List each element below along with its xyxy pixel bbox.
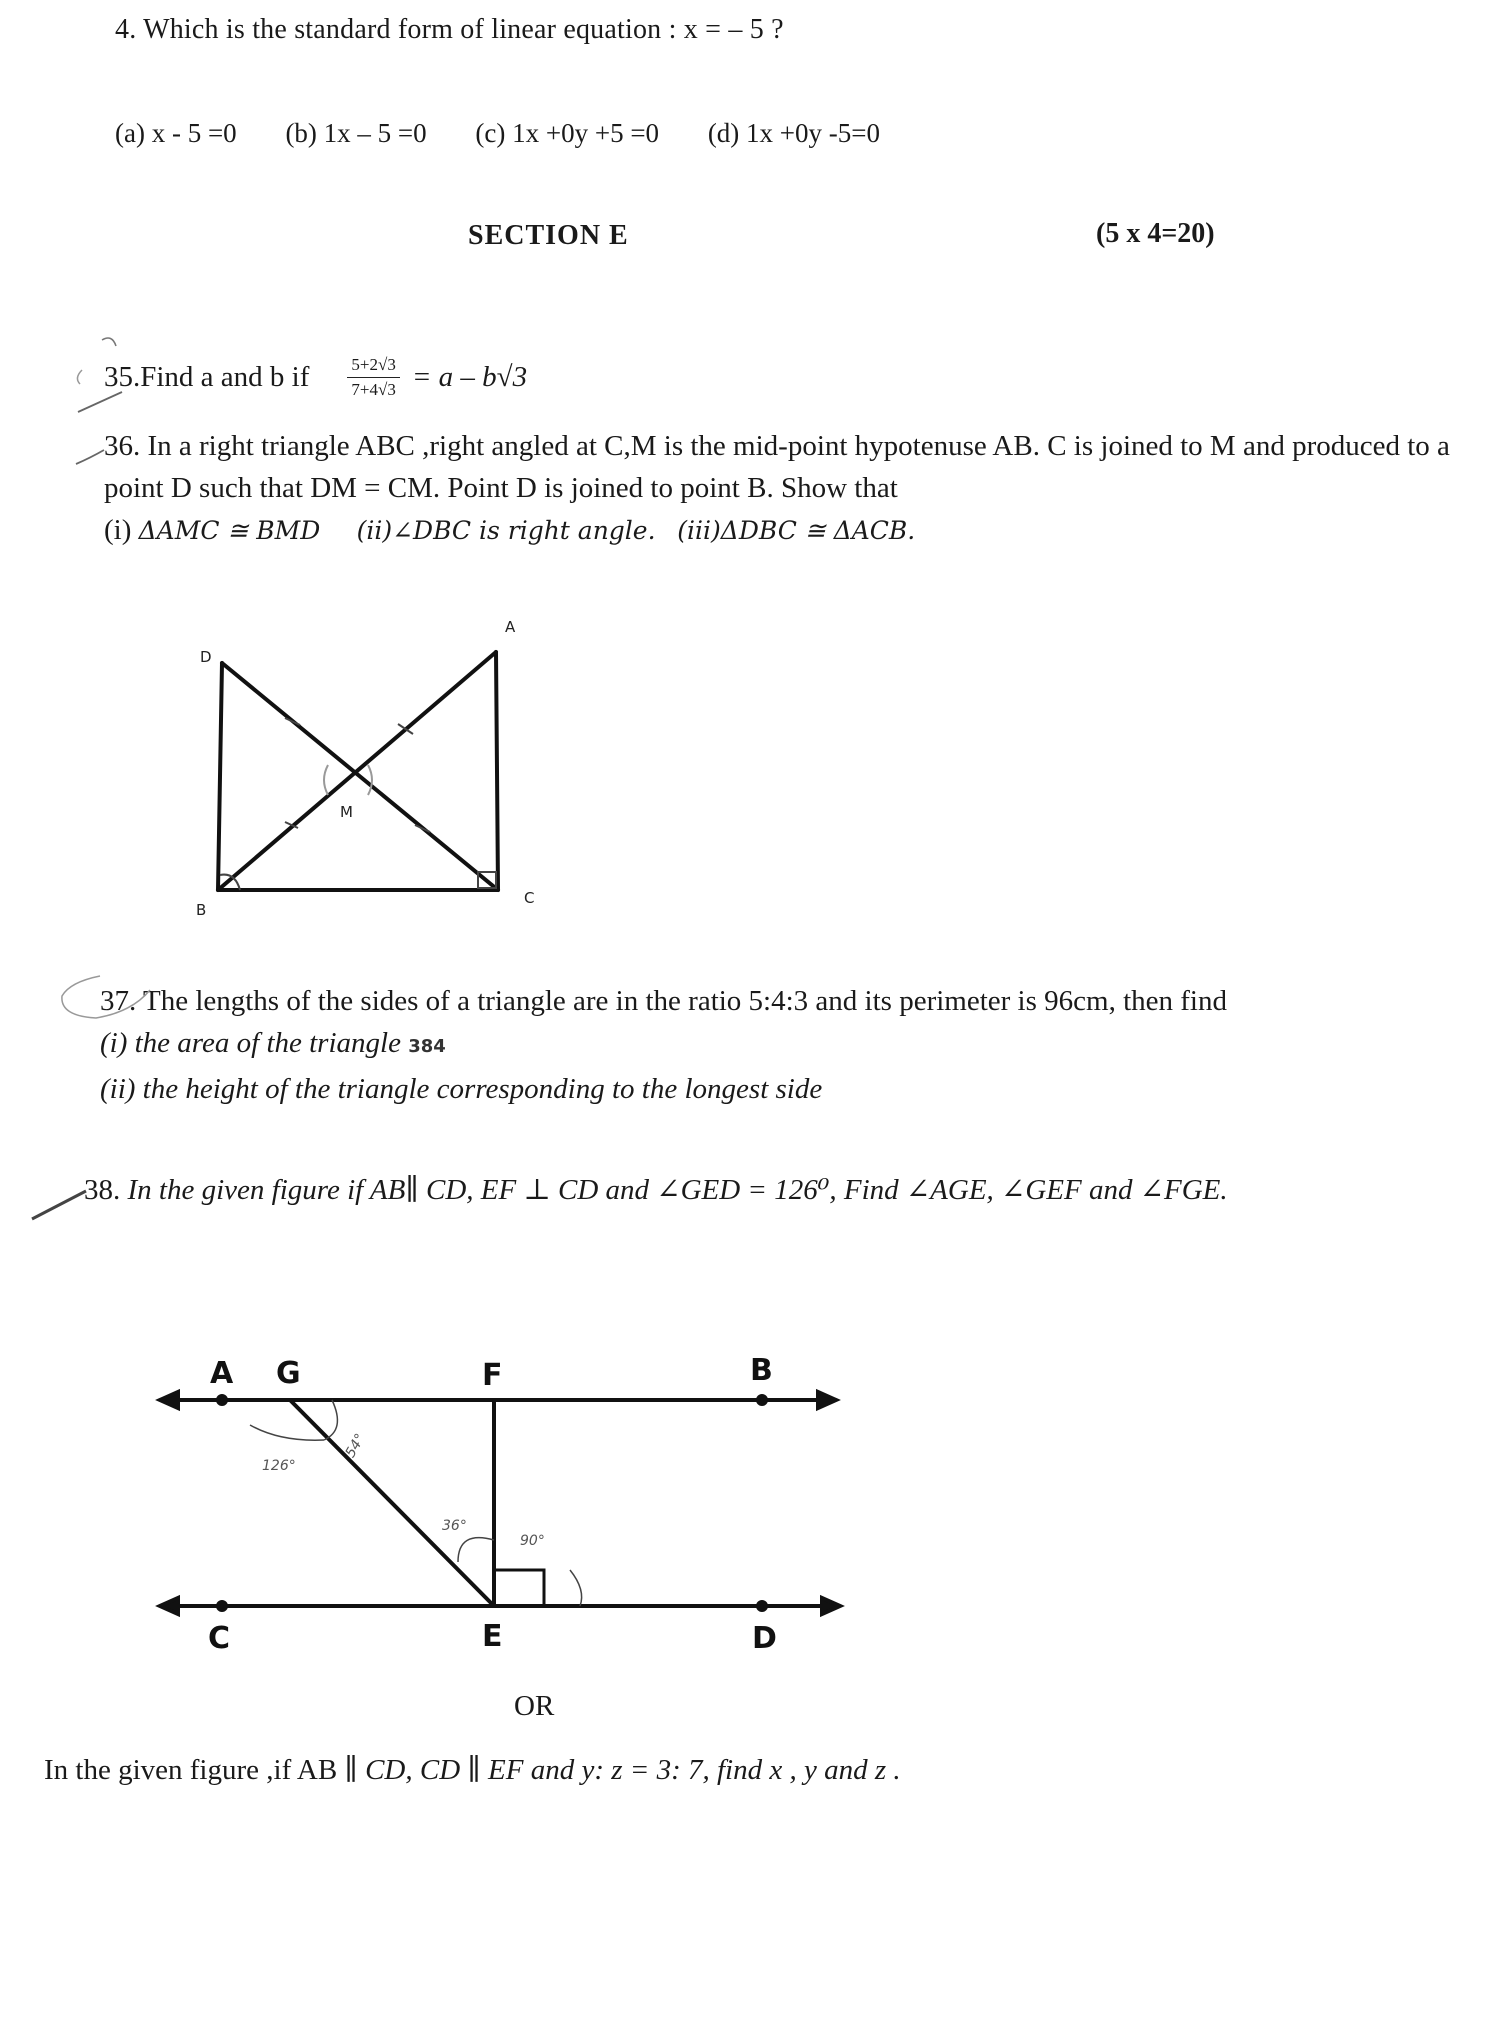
pen-circle-icon xyxy=(50,960,160,1040)
figure-triangle-abc xyxy=(180,600,560,930)
pen-mark-icon xyxy=(70,430,120,470)
handwritten-answer: 384 xyxy=(408,1036,446,1057)
question-38-text-plain: In the given figure if AB∥ xyxy=(127,1174,419,1206)
part-i-label: (i) xyxy=(104,514,132,546)
option-c: (c) 1x +0y +5 =0 xyxy=(475,118,660,148)
label-d: D xyxy=(752,1621,777,1656)
figure-parallel-lines xyxy=(140,1330,860,1700)
angle-annotation: 126° xyxy=(262,1458,296,1474)
question-37-number: 37. xyxy=(100,985,137,1017)
part-ii: (ii)∠DBC is right angle. xyxy=(356,516,656,545)
question-35 xyxy=(104,355,527,400)
question-36-number: 36. xyxy=(104,430,141,462)
label-a: A xyxy=(210,1356,234,1391)
label-b: B xyxy=(750,1353,773,1388)
part-i: (i) the area of the triangle xyxy=(100,1027,401,1059)
fraction-numerator: 5+2√3 xyxy=(347,355,399,378)
question-38-alt-math: CD, CD ∥ EF and y: z = 3: 7, find x , y and z . xyxy=(357,1754,901,1786)
question-4: 4. Which is the standard form of linear equation : x = – 5 ? xyxy=(115,14,784,45)
question-38-text: 38. xyxy=(84,1174,121,1206)
fraction xyxy=(347,355,399,400)
angle-annotation: 54° xyxy=(342,1431,369,1461)
question-36-text: In a right triangle ABC ,right angled at C,M is the mid-point hypotenuse AB. C is joined to M and produced to a point D such that DM = CM. Point D is joined to point B. Show that xyxy=(104,430,1450,504)
pen-mark-icon xyxy=(60,330,140,420)
question-38 xyxy=(84,1172,1228,1207)
question-37-text: The lengths of the sides of a triangle are in the ratio 5:4:3 and its perimeter is 96cm, then find xyxy=(142,985,1227,1017)
label-b: B xyxy=(196,901,207,919)
option-a: (a) x - 5 =0 xyxy=(115,118,237,148)
question-4-options xyxy=(115,118,922,149)
label-c: C xyxy=(208,1621,231,1656)
label-f: F xyxy=(482,1358,503,1393)
section-title: SECTION E xyxy=(468,220,629,251)
label-c: C xyxy=(524,889,535,907)
option-b: (b) 1x – 5 =0 xyxy=(285,118,427,148)
question-36 xyxy=(104,425,1484,552)
question-35-text: Find a and b if xyxy=(140,361,310,393)
label-a: A xyxy=(505,618,516,636)
section-marks: (5 x 4=20) xyxy=(1096,218,1215,249)
label-m: M xyxy=(340,803,353,821)
part-i: ΔAMC ≅ BMD xyxy=(138,516,321,545)
option-d: (d) 1x +0y -5=0 xyxy=(707,118,880,148)
or-divider: OR xyxy=(514,1690,555,1722)
part-ii: (ii) the height of the triangle corresponding to the longest side xyxy=(100,1073,823,1105)
label-e: E xyxy=(482,1619,503,1654)
part-iii: (iii)ΔDBC ≅ ΔACB. xyxy=(677,516,916,545)
label-g: G xyxy=(276,1356,301,1391)
question-38-alternative xyxy=(44,1752,901,1787)
fraction-denominator: 7+4√3 xyxy=(351,380,396,399)
question-37 xyxy=(100,980,1480,1110)
question-38-alt-text: In the given figure ,if AB ∥ xyxy=(44,1754,358,1786)
angle-annotation: 36° xyxy=(442,1518,467,1534)
question-35-number: 35. xyxy=(104,361,141,393)
equation-rhs: = a – b√3 xyxy=(411,361,528,393)
angle-annotation: 90° xyxy=(520,1533,545,1549)
question-38-math: CD, EF ⊥ CD and ∠GED = 126⁰, Find ∠AGE, ∠GEF and ∠FGE. xyxy=(418,1174,1228,1206)
pen-mark-icon xyxy=(28,1185,98,1225)
label-d: D xyxy=(200,648,212,666)
